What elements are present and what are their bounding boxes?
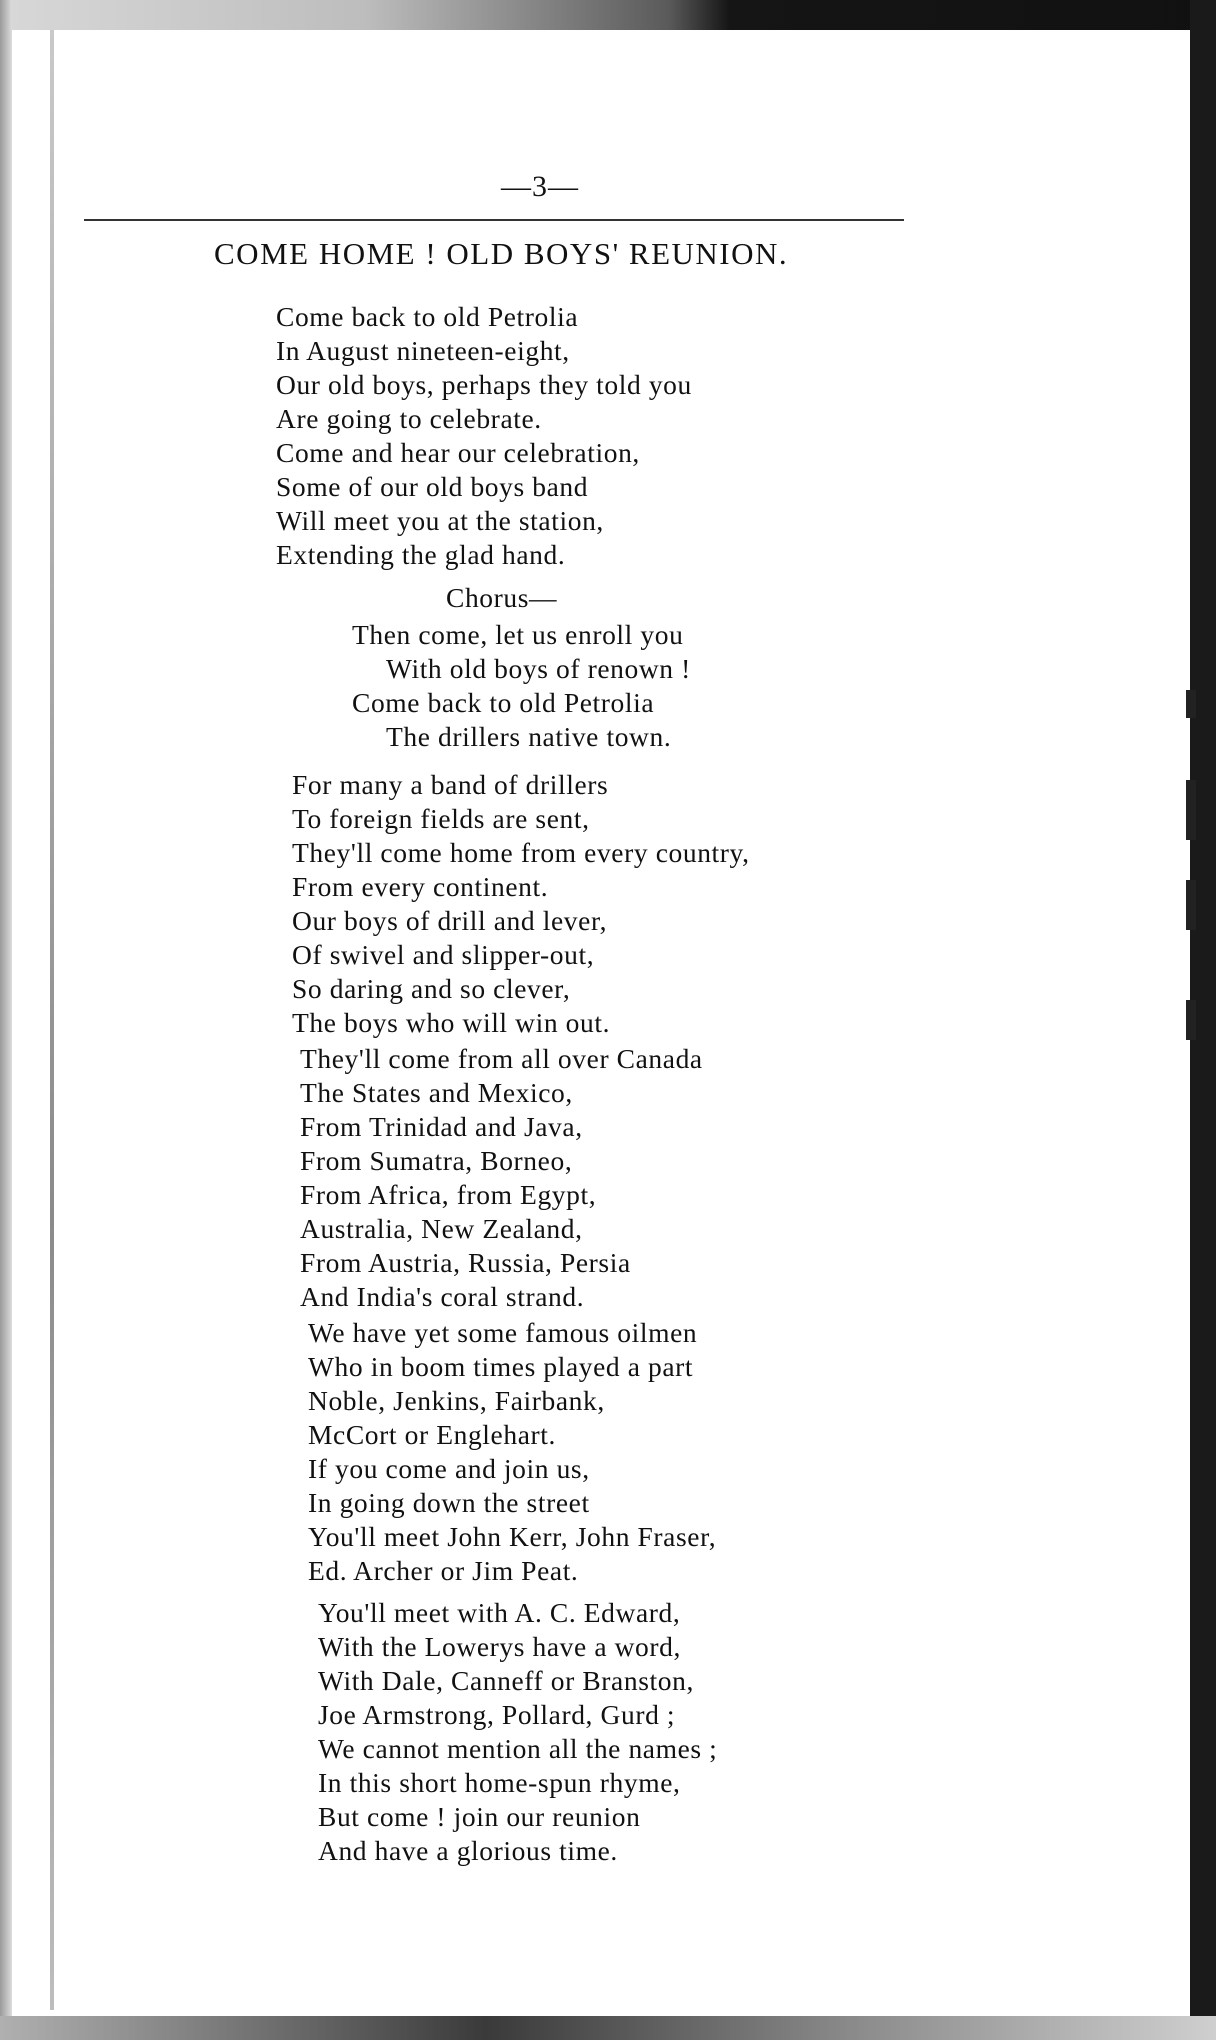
verse-line: Joe Armstrong, Pollard, Gurd ; (318, 1699, 676, 1730)
verse-line: Our old boys, perhaps they told you (276, 369, 692, 400)
scan-top-edge (0, 0, 1216, 30)
verse-line: In August nineteen-eight, (276, 335, 570, 366)
verse-line: Extending the glad hand. (276, 539, 566, 570)
stanza-4 (308, 1316, 716, 1588)
verse-line: In this short home-spun rhyme, (318, 1767, 681, 1798)
verse-line: Come and hear our celebration, (276, 437, 640, 468)
verse-line: And have a glorious time. (318, 1835, 618, 1866)
verse-line: But come ! join our reunion (318, 1801, 641, 1832)
verse-line: Ed. Archer or Jim Peat. (308, 1555, 579, 1586)
verse-line: From every continent. (292, 871, 549, 902)
header-rule (84, 219, 904, 221)
verse-line: The drillers native town. (386, 721, 672, 752)
scan-bottom-edge (0, 2016, 1216, 2040)
verse-line: Are going to celebrate. (276, 403, 542, 434)
verse-line: With old boys of renown ! (386, 653, 691, 684)
verse-line: Who in boom times played a part (308, 1351, 694, 1382)
verse-line: Come back to old Petrolia (352, 687, 655, 718)
verse-line: They'll come home from every country, (292, 837, 750, 868)
verse-line: From Sumatra, Borneo, (300, 1145, 573, 1176)
chorus-label: Chorus— (446, 582, 558, 613)
verse-line: You'll meet with A. C. Edward, (318, 1597, 681, 1628)
scan-left-edge (0, 0, 12, 2040)
verse-line: From Austria, Russia, Persia (300, 1247, 631, 1278)
stanza-5 (318, 1596, 717, 1868)
verse-line: Come back to old Petrolia (276, 301, 579, 332)
margin-mark (1186, 880, 1196, 930)
verse-line: With the Lowerys have a word, (318, 1631, 681, 1662)
verse-line: Will meet you at the station, (276, 505, 604, 536)
verse-line: With Dale, Canneff or Branston, (318, 1665, 694, 1696)
stanza-1 (276, 300, 692, 572)
verse-line: You'll meet John Kerr, John Fraser, (308, 1521, 717, 1552)
verse-line: They'll come from all over Canada (300, 1043, 703, 1074)
margin-mark (1186, 780, 1196, 840)
verse-line: Our boys of drill and lever, (292, 905, 608, 936)
verse-line: And India's coral strand. (300, 1281, 585, 1312)
page-number: —3— (501, 170, 579, 203)
verse-line: From Trinidad and Java, (300, 1111, 583, 1142)
verse-line: If you come and join us, (308, 1453, 590, 1484)
stanza-2 (292, 768, 750, 1040)
verse-line: We have yet some famous oilmen (308, 1317, 698, 1348)
poem-title: COME HOME ! OLD BOYS' REUNION. (214, 236, 789, 271)
verse-line: To foreign fields are sent, (292, 803, 590, 834)
verse-line: Noble, Jenkins, Fairbank, (308, 1385, 605, 1416)
verse-line: Some of our old boys band (276, 471, 589, 502)
margin-mark (1186, 1000, 1196, 1040)
stanza-3 (300, 1042, 703, 1314)
verse-line: Australia, New Zealand, (300, 1213, 583, 1244)
verse-line: We cannot mention all the names ; (318, 1733, 718, 1764)
verse-line: In going down the street (308, 1487, 590, 1518)
page-binding-line (50, 30, 54, 2010)
verse-line: From Africa, from Egypt, (300, 1179, 597, 1210)
verse-line: The States and Mexico, (300, 1077, 573, 1108)
verse-line: McCort or Englehart. (308, 1419, 556, 1450)
verse-line: For many a band of drillers (292, 769, 609, 800)
verse-line: Then come, let us enroll you (352, 619, 684, 650)
margin-mark (1186, 690, 1196, 718)
verse-line: So daring and so clever, (292, 973, 571, 1004)
verse-line: Of swivel and slipper-out, (292, 939, 595, 970)
chorus (352, 618, 691, 754)
verse-line: The boys who will win out. (292, 1007, 611, 1038)
